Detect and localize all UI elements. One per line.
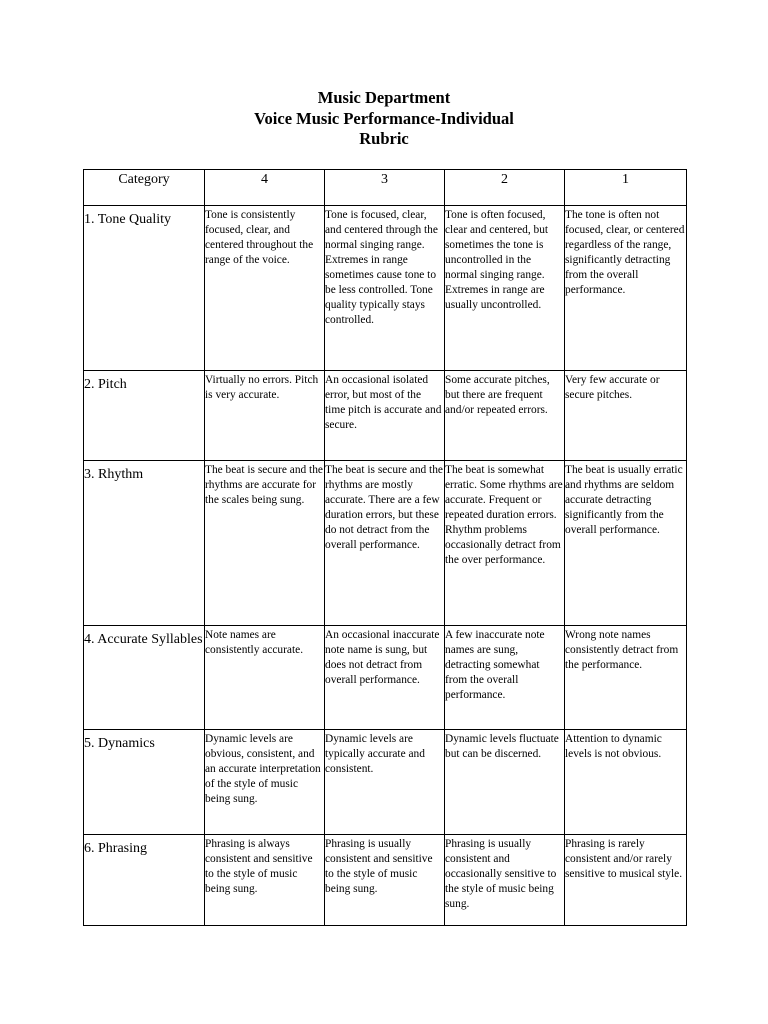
description-text: The beat is secure and the rhythms are accurate for the scales being sung. bbox=[205, 464, 323, 506]
category-label: 1. Tone Quality bbox=[84, 212, 172, 227]
category-label: 4. Accurate Syllables bbox=[84, 632, 203, 647]
description-cell bbox=[325, 835, 445, 926]
table-row bbox=[84, 835, 687, 926]
description-cell bbox=[445, 835, 565, 926]
category-label: 5. Dynamics bbox=[84, 736, 155, 751]
column-header-score-2: 2 bbox=[445, 170, 565, 206]
description-text: Some accurate pitches, but there are frequent and/or repeated errors. bbox=[445, 374, 550, 416]
description-cell bbox=[325, 371, 445, 461]
category-label: 3. Rhythm bbox=[84, 467, 144, 482]
description-text: Dynamic levels are typically accurate and consistent. bbox=[325, 733, 425, 775]
description-text: Phrasing is always consistent and sensitive to the style of music being sung. bbox=[205, 838, 313, 895]
description-cell bbox=[565, 371, 687, 461]
category-label: 2. Pitch bbox=[84, 377, 127, 392]
description-text: Tone is focused, clear, and centered through the normal singing range. Extremes in range sometimes cause tone to be less controlled. Tone quality typically stays controlled. bbox=[325, 209, 438, 326]
description-text: The beat is secure and the rhythms are mostly accurate. There are a few duration errors, but these do not detract from the overall performance. bbox=[325, 464, 443, 551]
description-cell bbox=[445, 626, 565, 730]
description-cell bbox=[445, 206, 565, 371]
description-text: Tone is consistently focused, clear, and centered throughout the range of the voice. bbox=[205, 209, 314, 266]
rubric-table bbox=[83, 169, 687, 926]
description-text: Phrasing is rarely consistent and/or rarely sensitive to musical style. bbox=[565, 838, 683, 880]
description-text: An occasional isolated error, but most of the time pitch is accurate and secure. bbox=[325, 374, 442, 431]
header-row bbox=[84, 170, 687, 206]
title-department: Music Department bbox=[317, 88, 451, 107]
table-row bbox=[84, 730, 687, 835]
description-text: The beat is usually erratic and rhythms are seldom accurate detracting significantly from the overall performance. bbox=[565, 464, 683, 536]
column-header-category: Category bbox=[84, 170, 205, 206]
category-label: 6. Phrasing bbox=[84, 841, 147, 856]
description-cell bbox=[565, 835, 687, 926]
table-row bbox=[84, 461, 687, 626]
description-text: An occasional inaccurate note name is sung, but does not detract from overall performance. bbox=[325, 629, 440, 686]
category-cell bbox=[84, 835, 205, 926]
description-cell bbox=[205, 371, 325, 461]
description-cell bbox=[205, 835, 325, 926]
description-cell bbox=[445, 461, 565, 626]
column-header-score-3: 3 bbox=[325, 170, 445, 206]
description-cell bbox=[205, 730, 325, 835]
description-cell bbox=[325, 206, 445, 371]
description-cell bbox=[325, 461, 445, 626]
description-text: A few inaccurate note names are sung, detracting somewhat from the overall performance. bbox=[445, 629, 545, 701]
description-cell bbox=[565, 206, 687, 371]
description-text: Wrong note names consistently detract from the performance. bbox=[565, 629, 679, 671]
description-cell bbox=[325, 730, 445, 835]
description-cell bbox=[205, 461, 325, 626]
description-text: Very few accurate or secure pitches. bbox=[565, 374, 660, 401]
title-performance: Voice Music Performance-Individual bbox=[254, 108, 514, 128]
column-header-score-4: 4 bbox=[205, 170, 325, 206]
description-text: Tone is often focused, clear and centered, but sometimes the tone is uncontrolled in the normal singing range. Extremes in range are usually uncontrolled. bbox=[445, 209, 549, 311]
description-text: The tone is often not focused, clear, or centered regardless of the range, significantly detracting from the overall performance. bbox=[565, 209, 685, 296]
category-cell bbox=[84, 371, 205, 461]
description-cell bbox=[205, 206, 325, 371]
category-cell bbox=[84, 626, 205, 730]
document-title bbox=[0, 88, 768, 150]
description-text: The beat is somewhat erratic. Some rhythms are accurate. Frequent or repeated duration errors. Rhythm problems occasionally detract from the over performance. bbox=[445, 464, 563, 566]
column-header-score-1: 1 bbox=[565, 170, 687, 206]
description-text: Dynamic levels are obvious, consistent, and an accurate interpretation of the style of music being sung. bbox=[205, 733, 321, 805]
description-text: Phrasing is usually consistent and sensitive to the style of music being sung. bbox=[325, 838, 433, 895]
description-text: Dynamic levels fluctuate but can be discerned. bbox=[445, 733, 559, 760]
description-cell bbox=[565, 730, 687, 835]
category-cell bbox=[84, 206, 205, 371]
title-rubric: Rubric bbox=[359, 129, 409, 148]
description-cell bbox=[445, 730, 565, 835]
table-row bbox=[84, 371, 687, 461]
description-cell bbox=[565, 626, 687, 730]
category-cell bbox=[84, 461, 205, 626]
description-cell bbox=[325, 626, 445, 730]
description-cell bbox=[445, 371, 565, 461]
description-text: Virtually no errors. Pitch is very accurate. bbox=[205, 374, 319, 401]
table-row bbox=[84, 626, 687, 730]
description-cell bbox=[565, 461, 687, 626]
description-cell bbox=[205, 626, 325, 730]
description-text: Attention to dynamic levels is not obvious. bbox=[565, 733, 662, 760]
category-cell bbox=[84, 730, 205, 835]
description-text: Phrasing is usually consistent and occasionally sensitive to the style of music being sung. bbox=[445, 838, 557, 910]
table-row bbox=[84, 206, 687, 371]
description-text: Note names are consistently accurate. bbox=[205, 629, 304, 656]
